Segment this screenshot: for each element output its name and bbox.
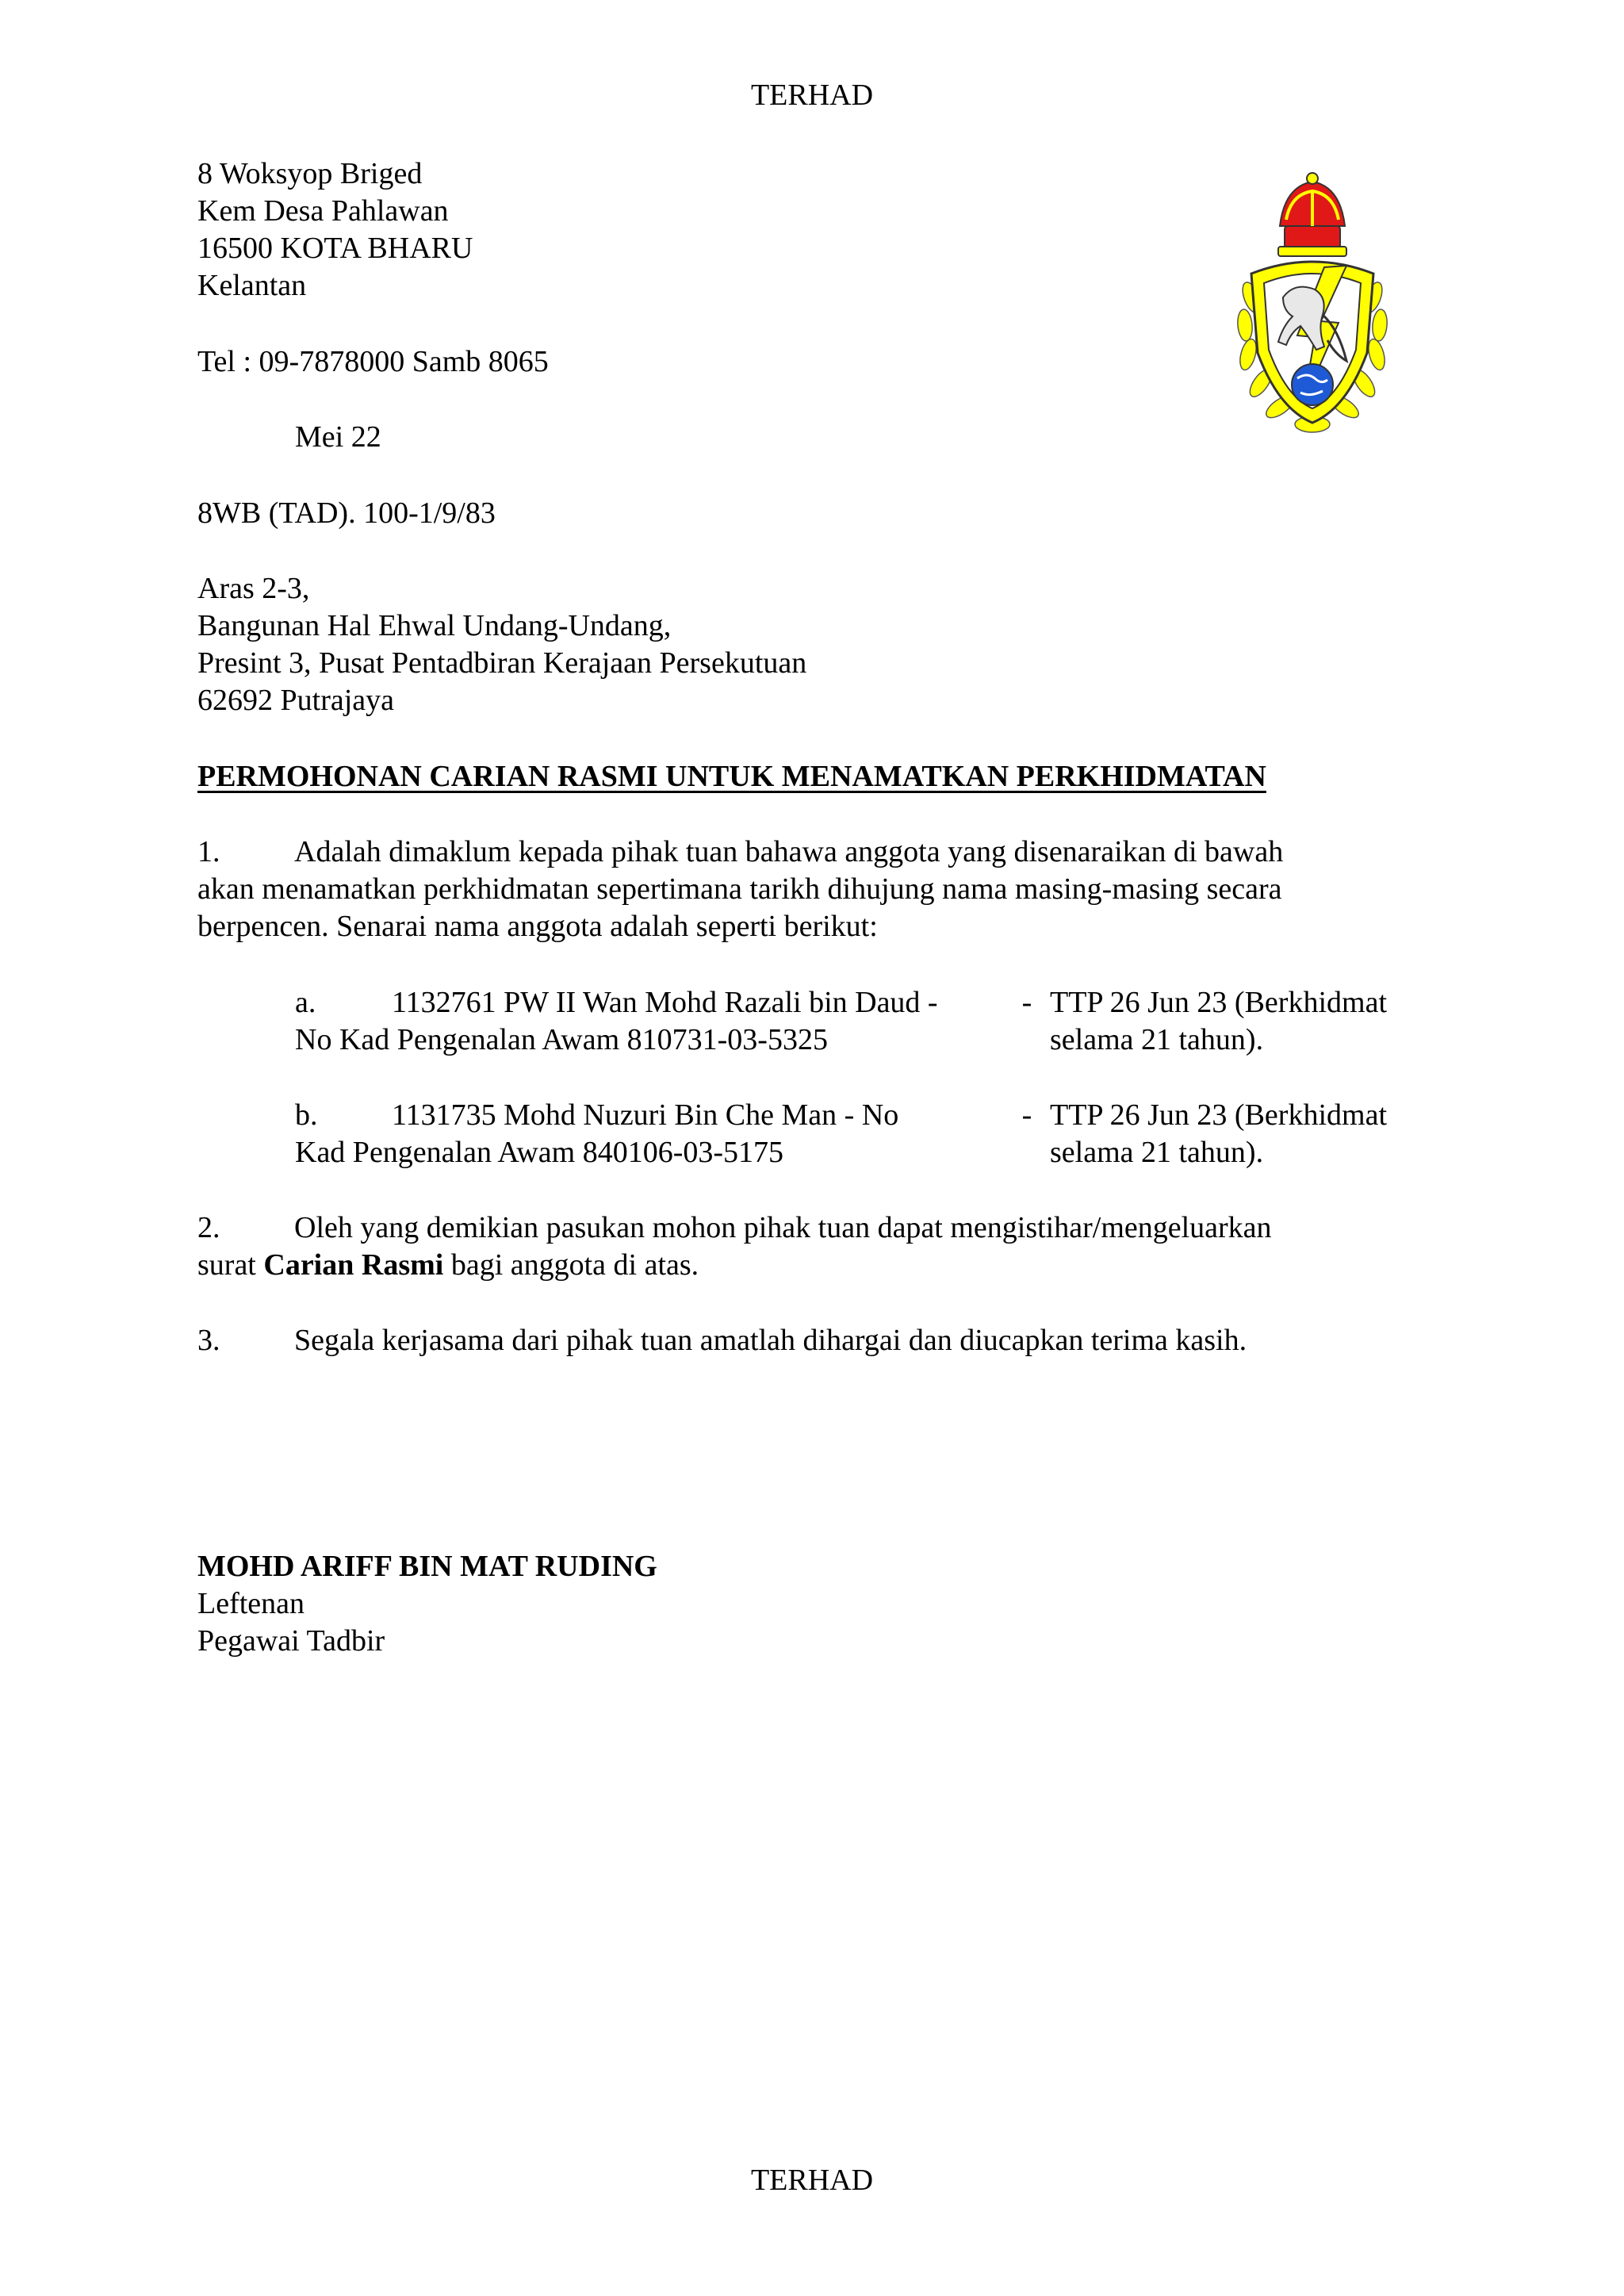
member-ic: Kad Pengenalan Awam 840106-03-5175 (295, 1136, 783, 1169)
member-item-a (295, 984, 1431, 1059)
sender-line: Kelantan (197, 269, 307, 302)
recipient-address (197, 570, 806, 719)
recipient-line: 62692 Putrajaya (197, 684, 395, 717)
army-workshop-crest-icon (1228, 171, 1397, 448)
letter-subject: PERMOHONAN CARIAN RASMI UNTUK MENAMATKAN PERKHIDMATAN (197, 760, 1266, 793)
service-date: TTP 26 Jun 23 (Berkhidmat (1050, 1098, 1387, 1132)
service-duration: selama 21 tahun). (1050, 1136, 1264, 1169)
signatory-rank: Leftenan (197, 1587, 305, 1620)
member-ic: No Kad Pengenalan Awam 810731-03-5325 (295, 1023, 828, 1056)
member-item-b (295, 1097, 1431, 1171)
paragraph-3 (197, 1322, 1247, 1359)
paragraph-number: 3. (197, 1324, 220, 1357)
member-service (1050, 984, 1423, 1059)
paragraph-1-line (197, 834, 1431, 871)
member-service (1050, 1097, 1423, 1171)
item-dash: - (1021, 986, 1032, 1019)
recipient-line: Aras 2-3, (197, 572, 310, 605)
paragraph-2 (197, 1209, 1272, 1284)
sender-line: 16500 KOTA BHARU (197, 232, 473, 265)
service-date: TTP 26 Jun 23 (Berkhidmat (1050, 986, 1387, 1019)
letter-date: Mei 22 (295, 420, 381, 454)
item-letter: a. (295, 986, 316, 1019)
paragraph-text: surat (197, 1248, 264, 1282)
member-name: 1132761 PW II Wan Mohd Razali bin Daud - (392, 986, 938, 1019)
member-name: 1131735 Mohd Nuzuri Bin Che Man - No (392, 1098, 899, 1132)
sender-line: 8 Woksyop Briged (197, 157, 423, 190)
paragraph-number: 2. (197, 1211, 220, 1244)
signatory-title: Pegawai Tadbir (197, 1624, 385, 1658)
paragraph-text: bagi anggota di atas. (443, 1248, 699, 1282)
signatory-name: MOHD ARIFF BIN MAT RUDING (197, 1550, 657, 1583)
header-classification: TERHAD (750, 79, 874, 112)
reference-number: 8WB (TAD). 100-1/9/83 (197, 496, 496, 530)
recipient-line: Bangunan Hal Ehwal Undang-Undang, (197, 609, 672, 642)
signature-block (197, 1548, 657, 1660)
carian-rasmi-emphasis: Carian Rasmi (263, 1248, 444, 1282)
paragraph-text: Oleh yang demikian pasukan mohon pihak tuan dapat mengistihar/mengeluarkan (294, 1211, 1272, 1244)
item-dash: - (1021, 1098, 1032, 1132)
sender-telephone: Tel : 09-7878000 Samb 8065 (197, 345, 549, 378)
service-duration: selama 21 tahun). (1050, 1023, 1264, 1056)
sender-line: Kem Desa Pahlawan (197, 194, 449, 228)
recipient-line: Presint 3, Pusat Pentadbiran Kerajaan Persekutuan (197, 646, 807, 680)
member-details (295, 1097, 1009, 1171)
paragraph-1-line: berpencen. Senarai nama anggota adalah seperti berikut: (197, 910, 878, 943)
footer-classification: TERHAD (750, 2164, 874, 2197)
paragraph-text: Segala kerjasama dari pihak tuan amatlah dihargai dan diucapkan terima kasih. (294, 1324, 1247, 1357)
paragraph-text: Adalah dimaklum kepada pihak tuan bahawa anggota yang disenaraikan di bawah (294, 835, 1284, 868)
paragraph-1-line: akan menamatkan perkhidmatan sepertimana tarikh dihujung nama masing-masing secara (197, 872, 1282, 906)
paragraph-1 (197, 834, 1431, 945)
sender-address (197, 155, 473, 305)
item-letter: b. (295, 1098, 318, 1132)
paragraph-number: 1. (197, 835, 220, 868)
member-details (295, 984, 1009, 1059)
